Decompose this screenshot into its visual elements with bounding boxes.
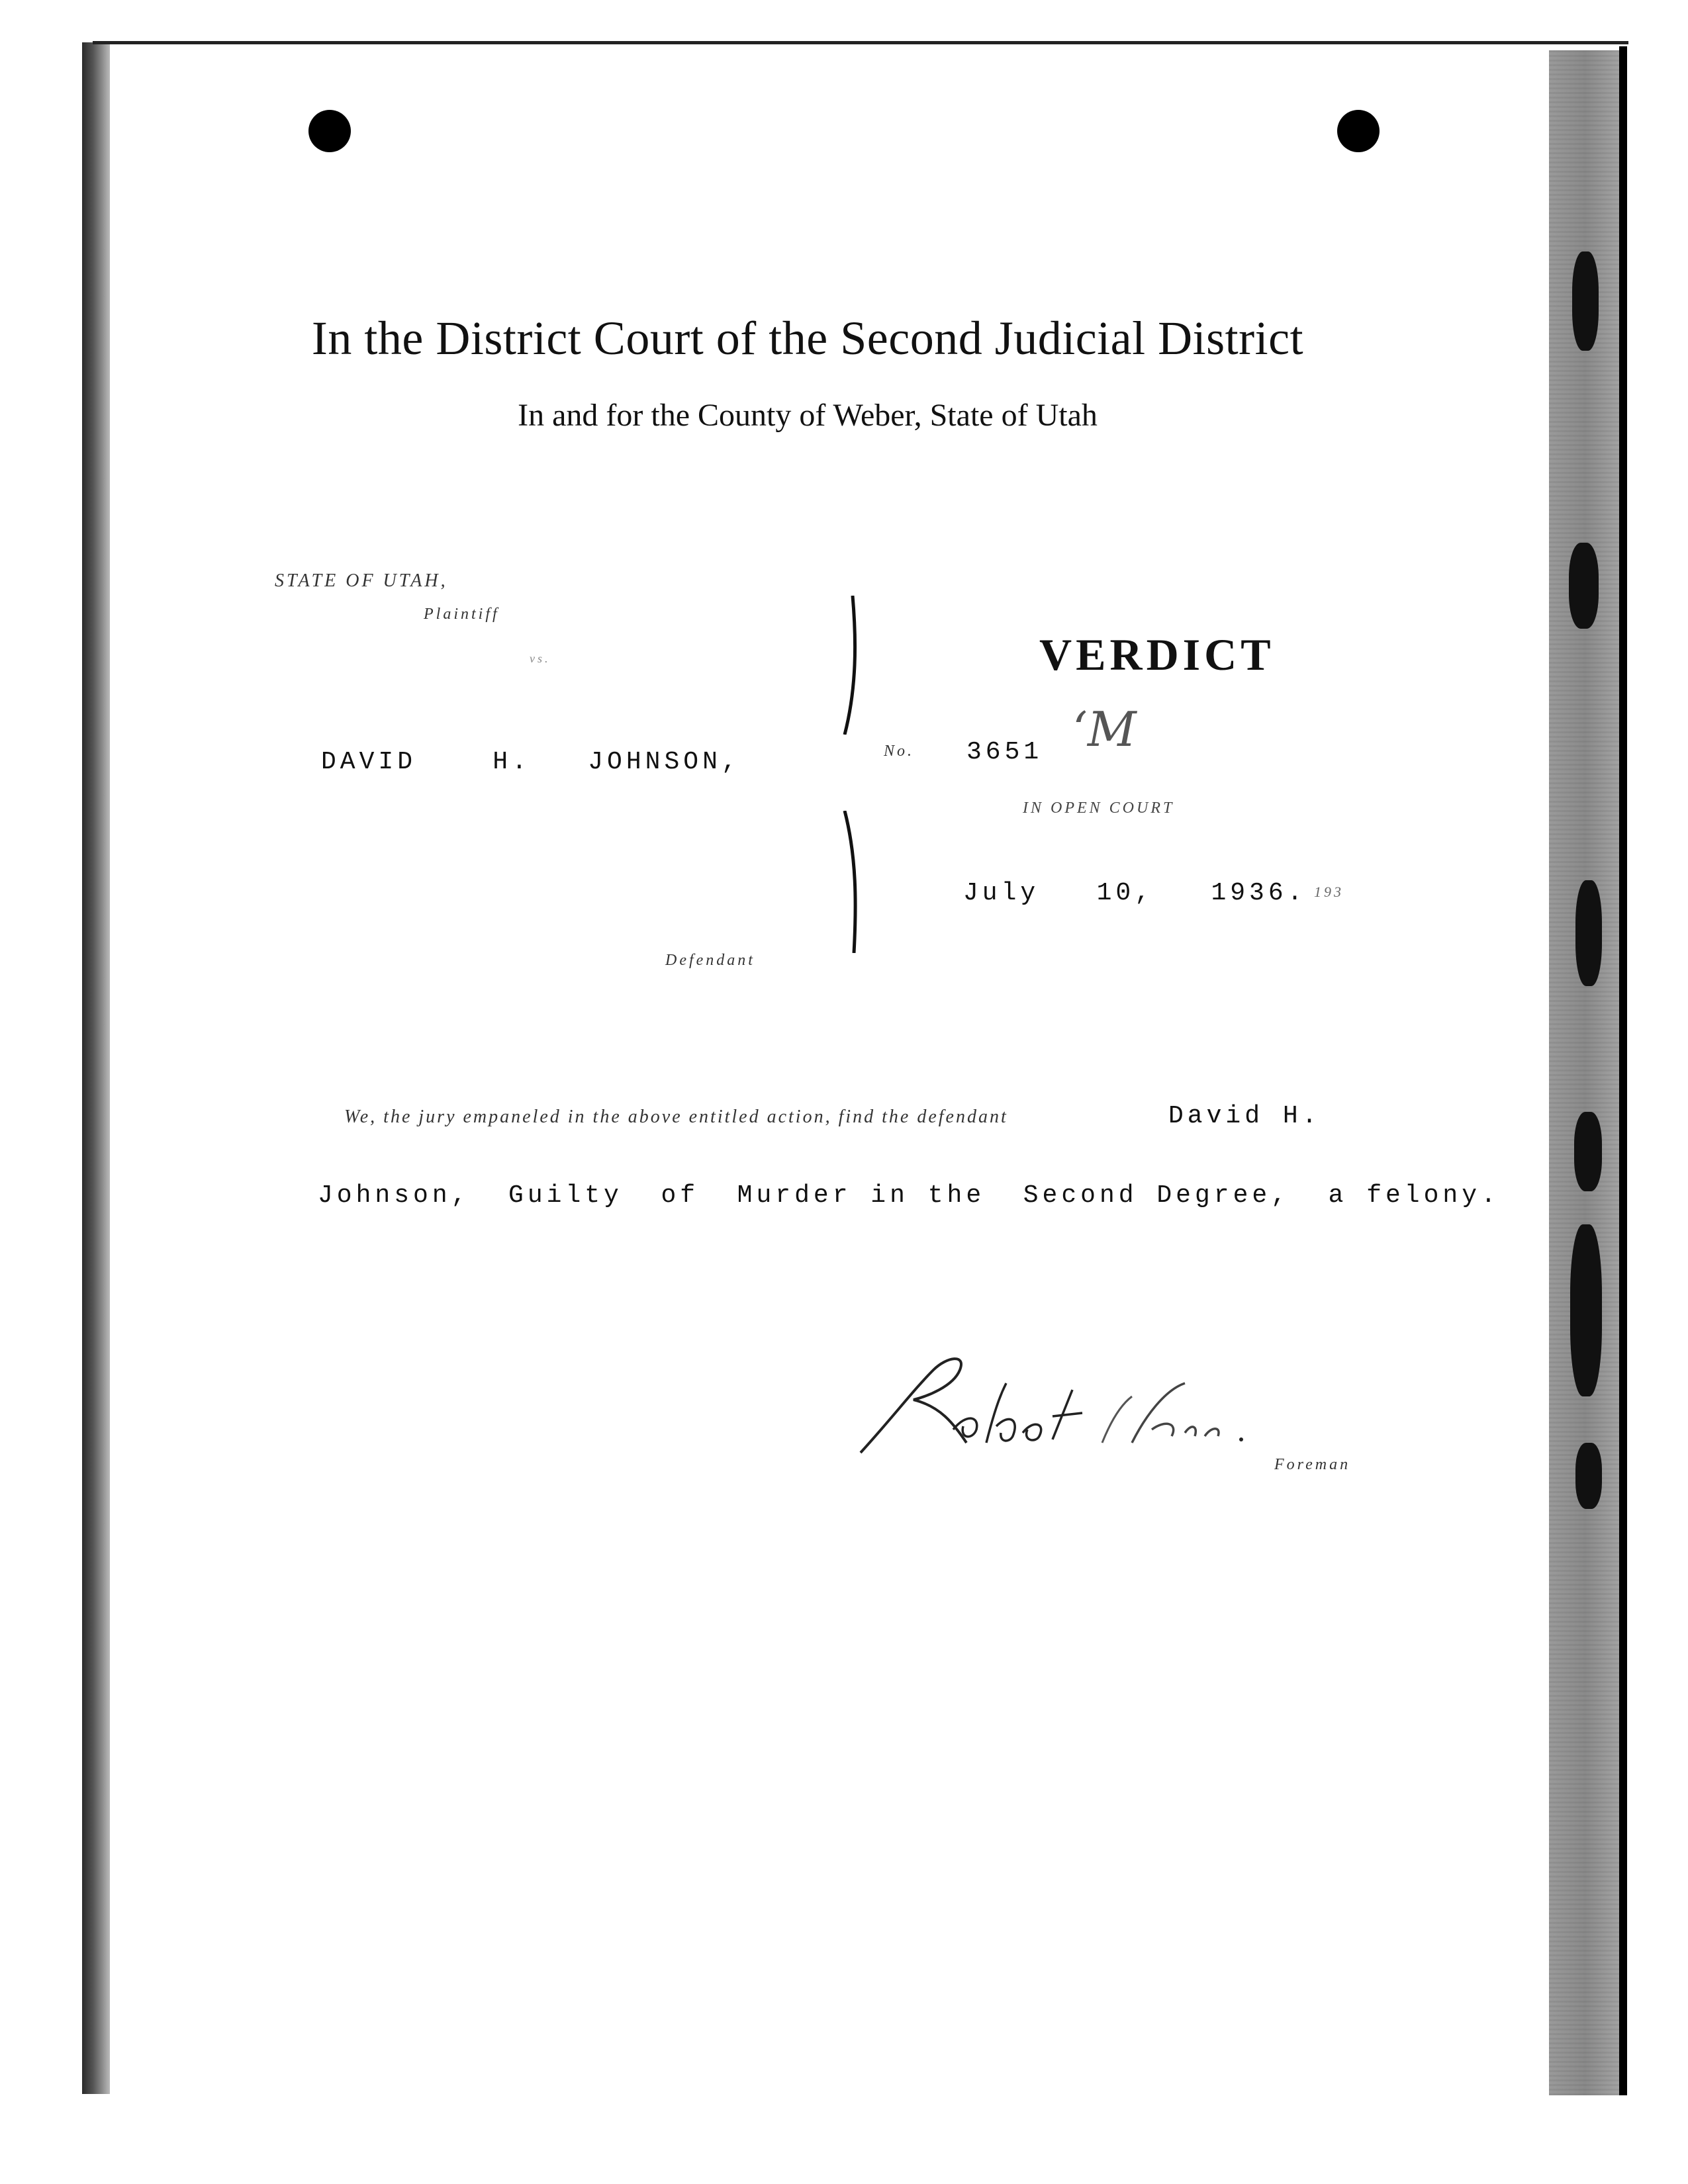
scan-right-border: [1619, 46, 1627, 2095]
plaintiff-name: STATE OF UTAH,: [275, 570, 448, 591]
jury-preprinted-text: We, the jury empaneled in the above entitled action, find the defendant: [344, 1107, 1008, 1127]
defendant-name: DAVID H. JOHNSON,: [321, 748, 741, 776]
vs-label: vs.: [530, 652, 551, 665]
caption-brace-top: [841, 596, 861, 735]
defendant-label: Defendant: [665, 952, 755, 969]
scan-smudge: [1575, 880, 1602, 986]
verdict-heading: VERDICT: [1039, 629, 1275, 680]
finding-typed-line-2: Johnson, Guilty of Murder in the Second Degree, a felony.: [318, 1181, 1500, 1210]
court-subtitle: In and for the County of Weber, State of Utah: [518, 398, 1098, 433]
punch-hole-left: [308, 110, 351, 152]
scan-smudge: [1572, 251, 1599, 351]
signature-title: Foreman: [1274, 1456, 1351, 1473]
punch-hole-right: [1337, 110, 1380, 152]
date-year-suffix: 193: [1314, 884, 1344, 900]
court-title: In the District Court of the Second Judicial District: [311, 312, 1304, 365]
scan-right-strip: [1549, 50, 1622, 2095]
scan-smudge: [1574, 1112, 1602, 1191]
signature-name: [854, 1466, 895, 1467]
scan-left-edge: [82, 42, 110, 2094]
case-number: 3651: [966, 738, 1043, 766]
verdict-date: July 10, 1936.: [963, 879, 1307, 907]
scan-top-edge: [93, 41, 1628, 44]
handwritten-case-mark: ‘M: [1072, 702, 1137, 757]
scan-smudge: [1570, 1224, 1602, 1396]
case-number-label: No.: [884, 743, 915, 760]
scan-smudge: [1569, 543, 1599, 629]
finding-typed-line-1: David H.: [1168, 1102, 1321, 1130]
plaintiff-label: Plaintiff: [424, 606, 500, 623]
open-court-label: IN OPEN COURT: [1023, 799, 1175, 817]
caption-brace-bottom: [841, 811, 861, 953]
scan-smudge: [1575, 1443, 1602, 1509]
foreman-signature: [854, 1343, 1264, 1463]
